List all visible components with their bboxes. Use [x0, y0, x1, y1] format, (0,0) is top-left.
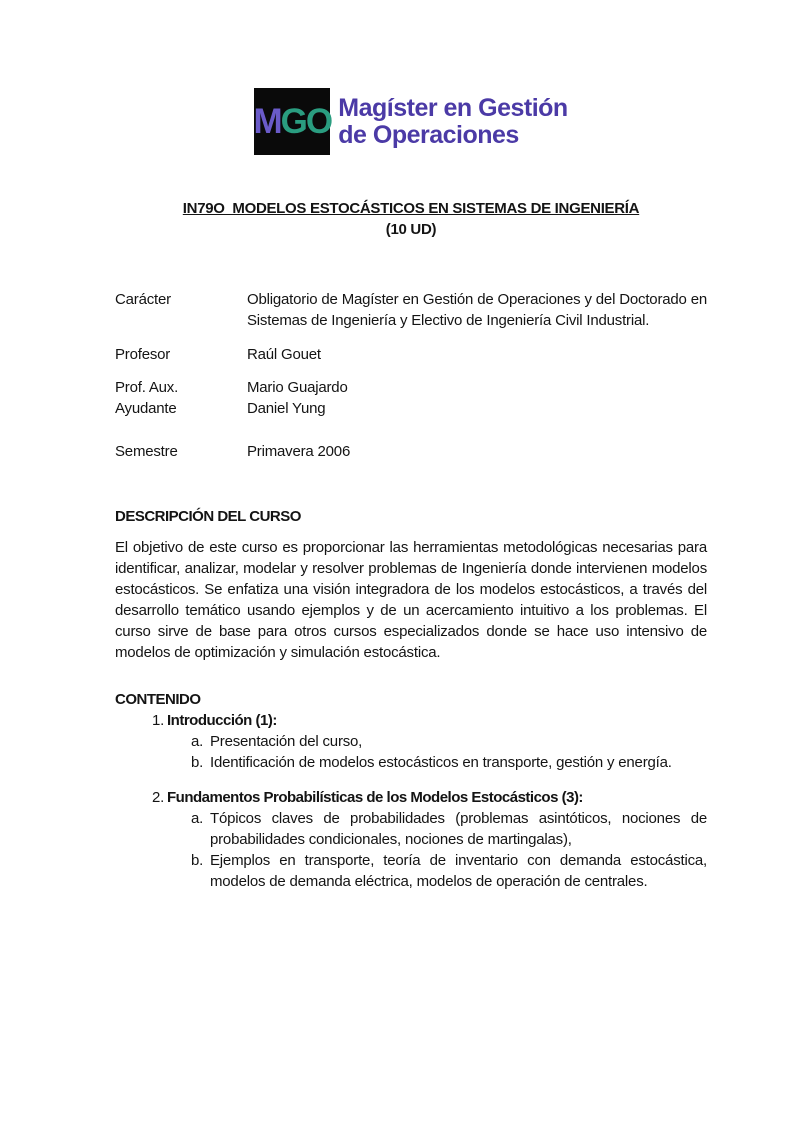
info-label: Carácter — [115, 291, 171, 308]
logo-wordmark-line1: Magíster en Gestión — [338, 93, 568, 122]
sub-item-1b — [191, 752, 707, 773]
course-credits: (10 UD) — [385, 221, 437, 238]
logo-wordmark-line2: de Operaciones — [338, 120, 519, 149]
info-row-ayudante — [115, 398, 707, 419]
sub-item-1a — [191, 731, 707, 752]
info-label: Ayudante — [115, 400, 177, 417]
info-row-caracter — [115, 289, 707, 331]
info-value: Primavera 2006 — [247, 443, 351, 460]
contenido-item-1 — [115, 710, 707, 773]
sub-item-letter: a. — [191, 810, 204, 827]
sub-item-text: Identificación de modelos estocásticos en transporte, gestión y energía. — [210, 754, 672, 771]
info-value: Mario Guajardo — [247, 379, 348, 396]
sub-item-2b — [191, 850, 707, 892]
logo-wordmark — [338, 95, 567, 149]
info-label: Semestre — [115, 443, 178, 460]
sub-item-text: Ejemplos en transporte, teoría de inventario con demanda estocástica, modelos de demanda eléctrica, modelos de operación de centrales. — [210, 852, 707, 890]
info-row-semestre — [115, 441, 707, 462]
course-info — [115, 289, 707, 462]
mgo-acronym — [253, 104, 331, 139]
info-row-profesor — [115, 344, 707, 365]
info-label: Profesor — [115, 346, 171, 363]
info-row-prof-aux — [115, 377, 707, 398]
title-block — [115, 198, 707, 240]
course-title: IN79O MODELOS ESTOCÁSTICOS EN SISTEMAS DE INGENIERÍA — [182, 200, 640, 217]
mgo-logo-icon — [254, 88, 330, 155]
list-item-title: Introducción (1): — [167, 712, 277, 729]
list-number: 1. — [152, 712, 165, 729]
info-value: Obligatorio de Magíster en Gestión de Operaciones y del Doctorado en Sistemas de Ingeniería y Electivo de Ingeniería Civil Industrial. — [247, 291, 707, 329]
description-section — [115, 506, 707, 663]
logo-letters-go: GO — [280, 102, 332, 141]
description-heading: DESCRIPCIÓN DEL CURSO — [115, 508, 301, 525]
logo-letter-m: M — [253, 102, 281, 141]
sub-item-2a — [191, 808, 707, 850]
sub-item-letter: a. — [191, 733, 204, 750]
contenido-section — [115, 689, 707, 892]
info-label: Prof. Aux. — [115, 379, 179, 396]
list-item-head — [152, 710, 707, 731]
info-value: Raúl Gouet — [247, 346, 321, 363]
contenido-item-2 — [115, 787, 707, 892]
info-value: Daniel Yung — [247, 400, 326, 417]
sub-item-text: Presentación del curso, — [210, 733, 363, 750]
list-item-head — [152, 787, 707, 808]
sub-item-letter: b. — [191, 852, 204, 869]
contenido-heading: CONTENIDO — [115, 691, 201, 708]
sub-item-letter: b. — [191, 754, 204, 771]
list-number: 2. — [152, 789, 165, 806]
sub-item-text: Tópicos claves de probabilidades (problemas asintóticos, nociones de probabilidades condicionales, nociones de martingalas), — [210, 810, 707, 848]
mgo-logo — [115, 88, 707, 155]
description-body: El objetivo de este curso es proporcionar las herramientas metodológicas necesarias para identificar, analizar, modelar y resolver problemas de Ingeniería donde intervienen modelos estocásticos. Se enfatiza una visión integradora de los modelos estocásticos, a través del desarrollo temático usando ejemplos y de un acercamiento intuitivo a los problemas. El curso sirve de base para otros cursos especializados donde se hace uso intensivo de modelos de optimización y simulación estocástica. — [115, 539, 707, 661]
list-item-title: Fundamentos Probabilísticas de los Modelos Estocásticos (3): — [167, 789, 583, 806]
